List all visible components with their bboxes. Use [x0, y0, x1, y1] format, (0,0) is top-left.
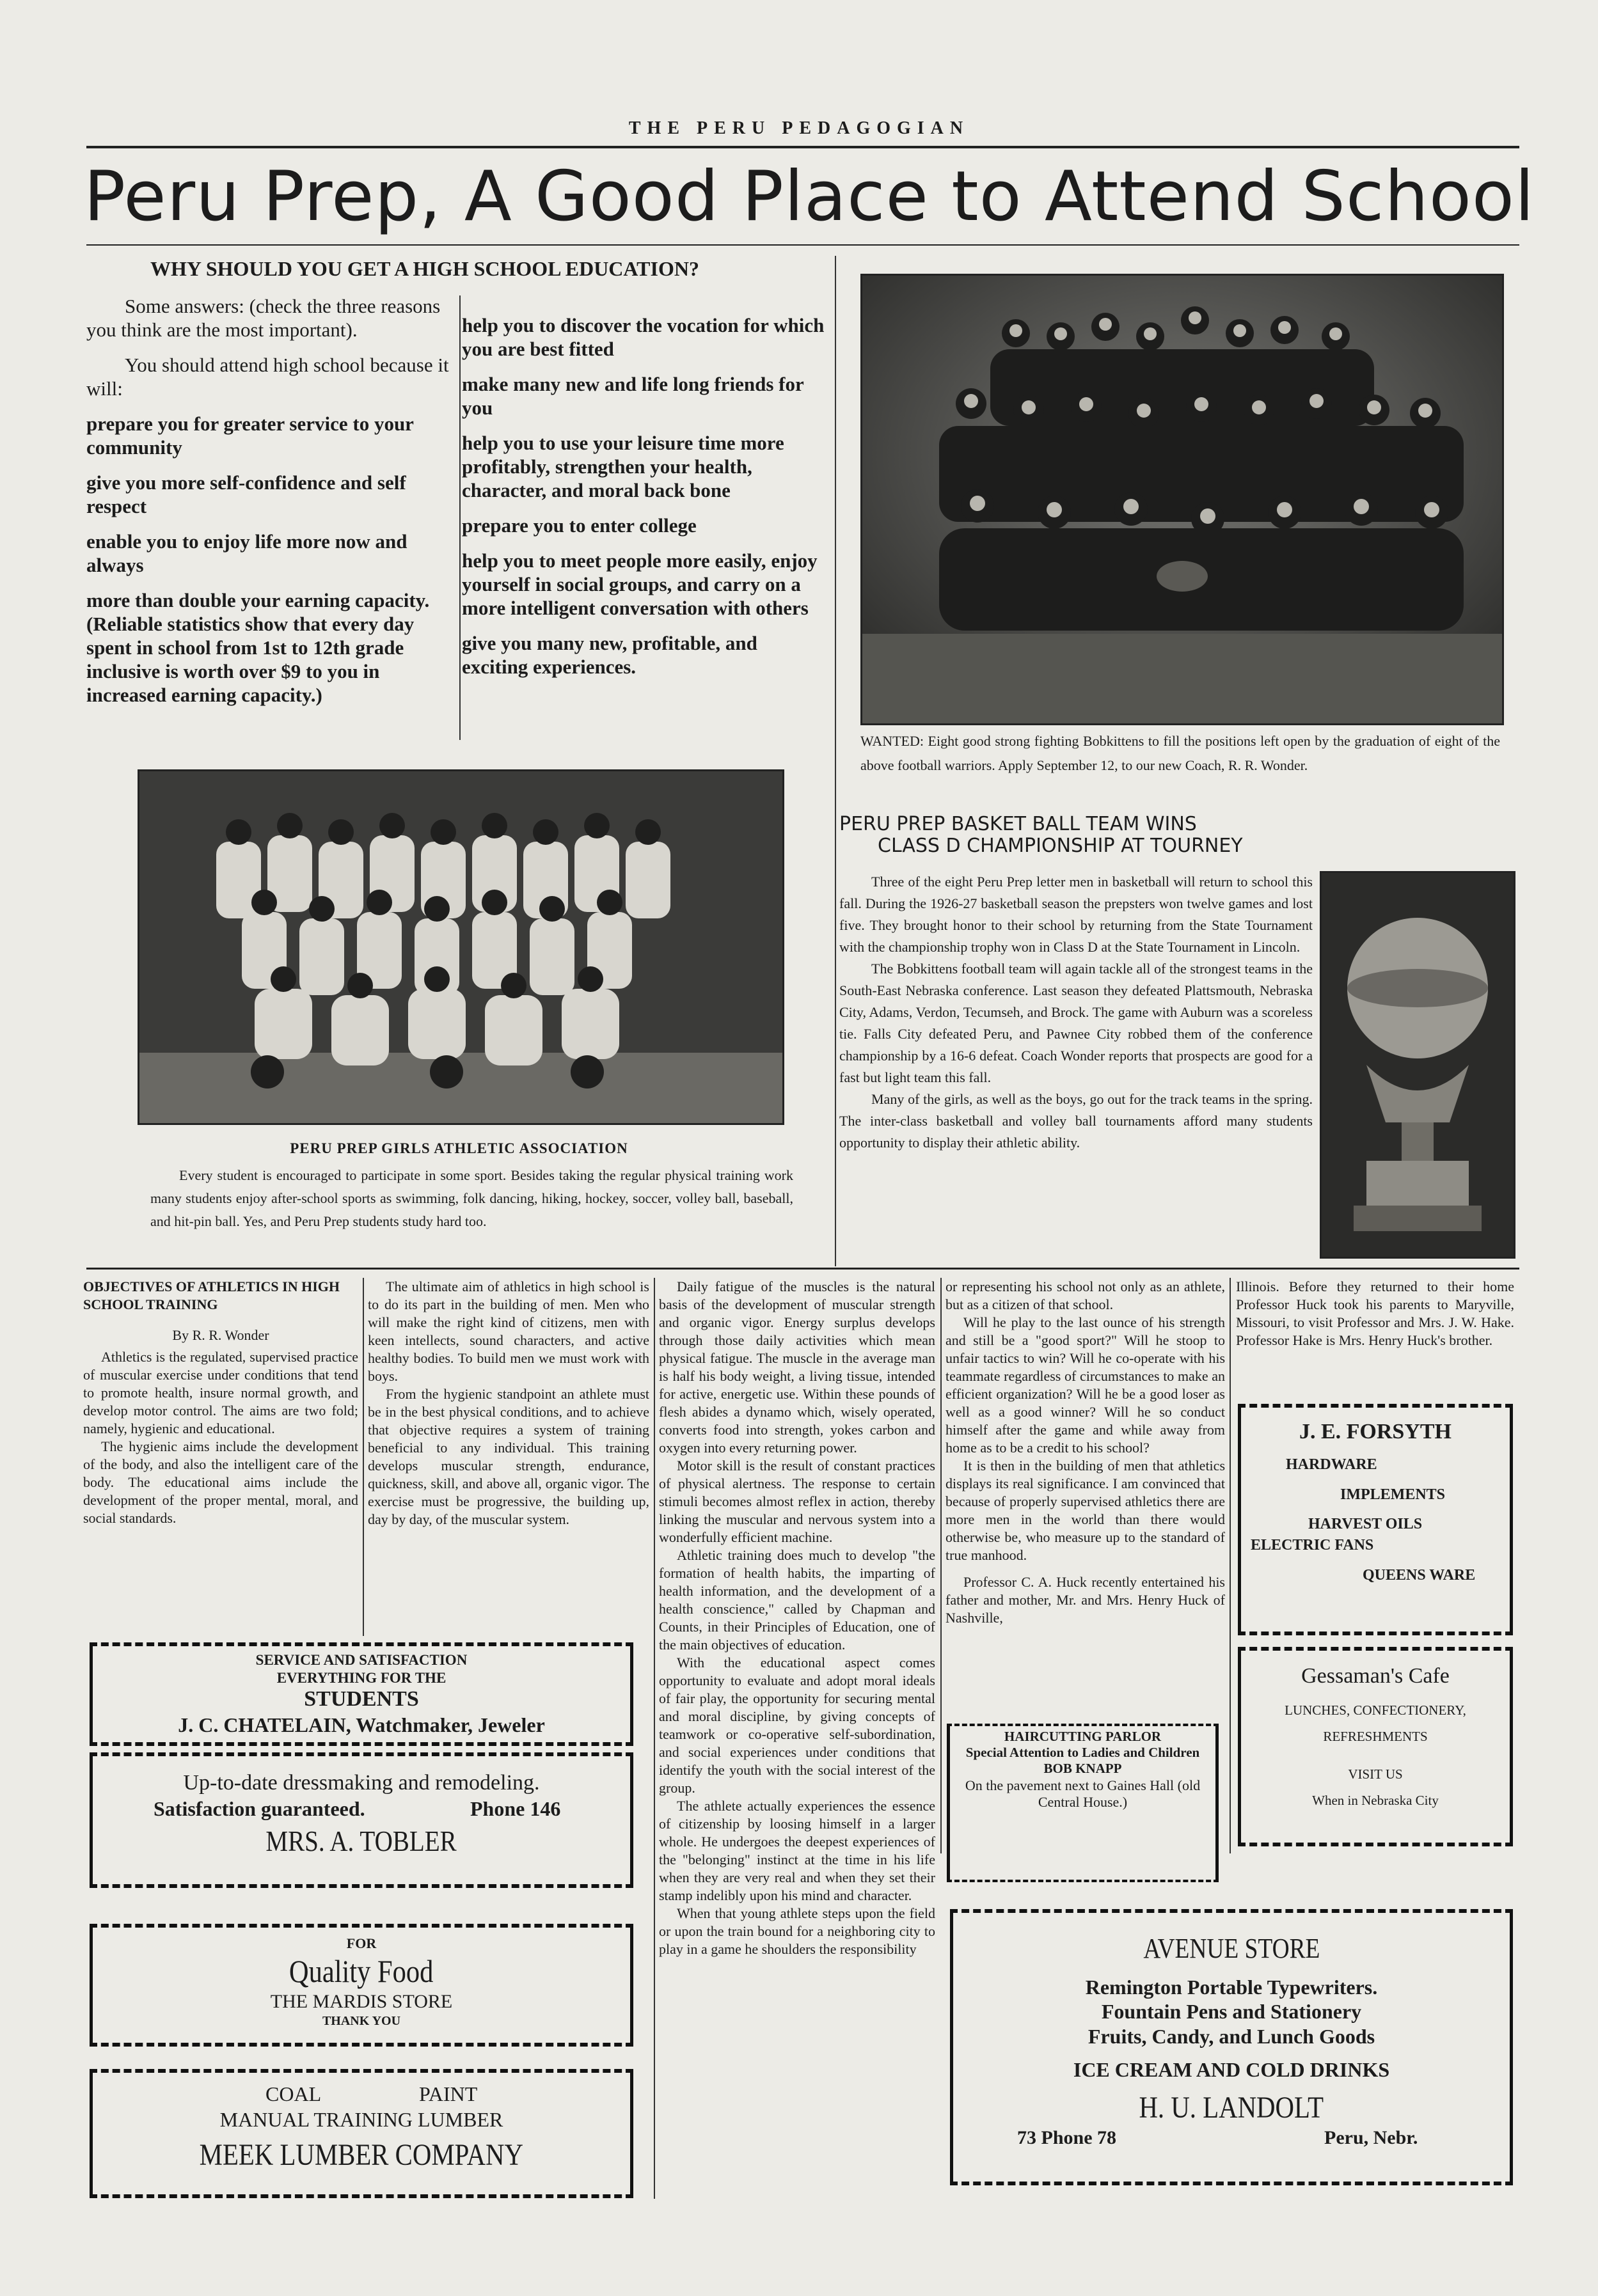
mardis-ad-line: THANK YOU — [322, 2014, 401, 2029]
trophy-photo — [1320, 871, 1515, 1259]
meek-ad — [90, 2069, 633, 2198]
forsyth-ad-line: HARDWARE — [1286, 1456, 1377, 1473]
huck-note-2: Illinois. Before they returned to their home Professor Huck took his parents to Maryville, Missouri, to visit Professor and Mrs. J. W. Hake. Professor Hake is Mrs. Henry Huck's brother. — [1236, 1278, 1514, 1348]
barber-ad-line: BOB KNAPP — [1043, 1761, 1122, 1777]
headline: Peru Prep, A Good Place to Attend School — [84, 157, 1535, 237]
huck-note-continued — [1236, 1278, 1514, 1349]
girls-association-illustration — [139, 771, 782, 1123]
main-column-divider — [835, 256, 836, 1266]
tobler-ad — [90, 1752, 633, 1888]
why-title: WHY SHOULD YOU GET A HIGH SCHOOL EDUCATION? — [150, 257, 699, 280]
objectives-column-3 — [659, 1278, 935, 1958]
avenue-store-ad — [950, 1909, 1513, 2185]
why-right-item: help you to discover the vocation for which you are best fitted — [462, 314, 825, 360]
football-caption: WANTED: Eight good strong fighting Bobkittens to fill the positions left open by the graduation of eight of the above football warriors. Apply September 12, to our new Coach, R. R. Wonder. — [860, 733, 1500, 773]
girls-title: PERU PREP GIRLS ATHLETIC ASSOCIATION — [290, 1140, 628, 1156]
forsyth-ad-name: J. E. FORSYTH — [1299, 1420, 1452, 1443]
why-divider — [459, 295, 461, 740]
why-left-column — [86, 294, 451, 718]
objectives-paragraph: Athletic training does much to develop "the formation of health habits, the imparting of health information, and the development of a health conscience," called by Chapman and Counts, in their Principles of Education, one of the main objectives of education. — [659, 1547, 935, 1653]
meek-ad-line: MANUAL TRAINING LUMBER — [219, 2108, 503, 2131]
objectives-paragraph: With the educational aspect comes opportunity to evaluate and adopt moral ideals of fair play, the opportunity for securing mental and moral discipline, by giving concepts of teamwork or co-operative self-subordination, and social experiences under conditions that identify the youth with the social interest of the group. — [659, 1655, 935, 1796]
tobler-ad-line: Up-to-date dressmaking and remodeling. — [183, 1771, 540, 1795]
forsyth-ad-line: IMPLEMENTS — [1340, 1486, 1446, 1503]
objectives-paragraph: It is then in the building of men that athletics displays its real significance. I am convinced that because of properly supervised athletics there are more men in the world than there would otherwise be, who measure up to the standard of true manhood. — [945, 1458, 1225, 1563]
objectives-paragraph: Will he play to the last ounce of his strength and still be a "good sport?" Will he stoop to unfair tactics to win? Will he co-operate with his teammate regardless of circumstances to make an efficient organization? Will he be a good loser as well as a good winner? Will he so conduct himself after the game and while away from home as to be a credit to his school? — [945, 1314, 1225, 1456]
basketball-title — [839, 814, 1325, 857]
girls-caption: Every student is encouraged to participate in some sport. Besides taking the regular physical training work many students enjoy after-school sports as swimming, folk dancing, hiking, hockey, soccer, volley ball, baseball, and hit-pin ball. Yes, and Peru Prep students study hard too. — [150, 1167, 793, 1229]
why-right-column — [462, 313, 827, 690]
why-lead: You should attend high school because it will: — [86, 354, 449, 400]
objectives-paragraph: From the hygienic standpoint an athlete must be in the best physical conditions, and to achieve that objective requires a system of training beneficial to any individual. This training develops muscular strength, endurance, quickness, skill, and above all, organic vigor. The exercise must be progressive, the building up, day by day, of the muscular system. — [368, 1386, 649, 1527]
objectives-column-1 — [83, 1278, 358, 1527]
football-team-photo — [860, 274, 1504, 725]
why-left-item: give you more self-confidence and self respect — [86, 471, 406, 517]
column-rule — [1230, 1278, 1231, 1853]
barber-ad-line: Special Attention to Ladies and Children — [965, 1745, 1200, 1761]
why-right-item: help you to use your leisure time more profitably, strengthen your health, character, and moral back bone — [462, 432, 784, 501]
chatelain-ad-line: STUDENTS — [304, 1687, 419, 1711]
chatelain-ad — [90, 1642, 633, 1746]
objectives-paragraph: or representing his school not only as an athlete, but as a citizen of that school. — [945, 1278, 1225, 1312]
basketball-title-line2: CLASS D CHAMPIONSHIP AT TOURNEY — [878, 835, 1243, 857]
meek-ad-line: PAINT — [419, 2082, 478, 2105]
gessaman-ad-line: LUNCHES, CONFECTIONERY, — [1285, 1702, 1466, 1718]
mardis-ad-line: THE MARDIS STORE — [270, 1991, 453, 2013]
objectives-byline: By R. R. Wonder — [172, 1327, 269, 1343]
forsyth-ad-line: QUEENS WARE — [1363, 1566, 1476, 1584]
huck-note: Professor C. A. Huck recently entertained his father and mother, Mr. and Mrs. Henry Huck of Nashville, — [945, 1574, 1225, 1626]
mardis-ad-line: FOR — [346, 1935, 377, 1951]
why-left-item: prepare you for greater service to your community — [86, 413, 414, 459]
meek-ad-row — [93, 2082, 630, 2107]
basketball-p3: Many of the girls, as well as the boys, go out for the track teams in the spring. The inter-class basketball and volley ball tournaments afford many students opportunity to display their athletic ability. — [839, 1091, 1313, 1151]
forsyth-ad-line: HARVEST OILS — [1308, 1516, 1423, 1533]
masthead: THE PERU PEDAGOGIAN — [628, 118, 970, 138]
barber-ad — [947, 1724, 1219, 1882]
barber-ad-line: HAIRCUTTING PARLOR — [1004, 1729, 1162, 1744]
gessaman-ad-name: Gessaman's Cafe — [1301, 1664, 1450, 1688]
chatelain-ad-line: SERVICE AND SATISFACTION — [255, 1652, 468, 1668]
trophy-illustration — [1322, 873, 1514, 1257]
basketball-p1: Three of the eight Peru Prep letter men in basketball will return to school this fall. During the 1926-27 basketball season the prepsters won twelve games and lost five. They brought honor to their school by returning from the State Tournament with the championship trophy won in Class D at the State Tournament in Lincoln. — [839, 874, 1313, 955]
avenue-ad-line: ICE CREAM AND COLD DRINKS — [1073, 2057, 1390, 2081]
why-left-item: more than double your earning capacity. (Reliable statistics show that every day spent in school from 1st to 12th grade inclusive is worth over $9 to you in increased earning capacity.) — [86, 589, 430, 706]
avenue-ad-row — [953, 2127, 1510, 2152]
chatelain-ad-line: J. C. CHATELAIN, Watchmaker, Jeweler — [178, 1713, 545, 1736]
avenue-ad-name: AVENUE STORE — [1143, 1933, 1320, 1964]
why-right-item: make many new and life long friends for you — [462, 373, 804, 419]
why-left-item: enable you to enjoy life more now and always — [86, 530, 407, 576]
gessaman-ad — [1238, 1647, 1513, 1846]
why-right-item: prepare you to enter college — [462, 514, 697, 537]
tobler-ad-name: MRS. A. TOBLER — [265, 1824, 457, 1857]
objectives-paragraph: Athletics is the regulated, supervised practice of muscular exercise under conditions that tend to promote health, insure normal growth, and develop motor control. The aims are two fold; namely, hygienic and educational. — [83, 1349, 358, 1436]
objectives-paragraph: Motor skill is the result of constant practices of physical alertness. The response to certain stimuli becomes almost reflex in action, thereby linking the muscular and nervous system into a wonderfully efficient machine. — [659, 1458, 935, 1545]
objectives-paragraph: When that young athlete steps upon the field or upon the train bound for a neighboring city to play in a game he shoulders the responsibility — [659, 1905, 935, 1957]
masthead-rule — [86, 146, 1519, 148]
objectives-column-4 — [945, 1278, 1225, 1627]
objectives-column-2 — [368, 1278, 649, 1529]
objectives-title: OBJECTIVES OF ATHLETICS IN HIGH SCHOOL TRAINING — [83, 1278, 340, 1312]
chatelain-ad-line: EVERYTHING FOR THE — [276, 1669, 447, 1686]
avenue-ad-line: Fruits, Candy, and Lunch Goods — [1088, 2024, 1375, 2048]
why-intro: Some answers: (check the three reasons you think are the most important). — [86, 295, 441, 341]
meek-ad-line: MEEK LUMBER COMPANY — [199, 2138, 524, 2173]
tobler-ad-row — [93, 1797, 630, 1823]
forsyth-ad-line: ELECTRIC FANS — [1251, 1537, 1374, 1554]
avenue-ad-location: Peru, Nebr. — [1324, 2127, 1418, 2148]
gessaman-ad-line: VISIT US — [1348, 1766, 1403, 1782]
meek-ad-line: COAL — [265, 2082, 322, 2105]
mardis-ad-line: Quality Food — [289, 1953, 434, 1990]
avenue-ad-phone: 73 Phone 78 — [1017, 2127, 1117, 2148]
headline-rule — [86, 244, 1519, 246]
basketball-article — [839, 871, 1313, 1154]
why-right-item: help you to meet people more easily, enjoy yourself in social groups, and carry on a more intelligent conversation with others — [462, 549, 818, 619]
forsyth-ad — [1238, 1404, 1513, 1635]
column-rule — [654, 1278, 655, 2199]
gessaman-ad-line: REFRESHMENTS — [1323, 1728, 1428, 1744]
tobler-ad-phone: Phone 146 — [470, 1797, 561, 1820]
objectives-paragraph: The athlete actually experiences the essence of citizenship by loosing himself in a larger whole. He undergoes the deepest experiences of the "belonging" instinct at the time in his life when they are very real and when they set their stamp indelibly upon his mind and character. — [659, 1798, 935, 1903]
barber-ad-line: On the pavement next to Gaines Hall (old Central House.) — [965, 1777, 1201, 1810]
why-right-item: give you many new, profitable, and exciting experiences. — [462, 632, 757, 678]
column-rule — [363, 1278, 364, 1636]
gessaman-ad-line: When in Nebraska City — [1312, 1793, 1439, 1809]
section-rule — [86, 1268, 1519, 1270]
basketball-title-line1: PERU PREP BASKET BALL TEAM WINS — [839, 813, 1197, 835]
objectives-paragraph: The ultimate aim of athletics in high school is to do its part in the building of men. Men who will make the right kind of citizens, men with keen intellects, sound characters, and active healthy bodies. To build men we must work with boys. — [368, 1278, 649, 1384]
objectives-paragraph: Daily fatigue of the muscles is the natural basis of the development of muscular strength and organic vigor. Energy surplus develops through those daily activities which mean physical fatigue. The muscle in the average man is half his body weight, a living tissue, intended for active, energetic use. Within these pounds of flesh abides a dynamo which, wisely operated, converts food into strength, yokes carbon and oxygen into every returning power. — [659, 1278, 935, 1456]
basketball-p2: The Bobkittens football team will again tackle all of the strongest teams in the South-East Nebraska conference. Last season they defeated Plattsmouth, Nebraska City, Adams, Verdon, Tecumseh, and Brock. The game with Auburn was a scoreless tie. Falls City defeated Peru, and Pawnee City robbed them of the conference championship by a 16-6 defeat. Coach Wonder reports that prospects are good for a fast but light team this fall. — [839, 961, 1313, 1085]
mardis-ad — [90, 1924, 633, 2047]
avenue-ad-line: Remington Portable Typewriters. — [1085, 1975, 1378, 1999]
tobler-ad-line: Satisfaction guaranteed. — [154, 1797, 365, 1820]
column-rule — [940, 1278, 942, 1853]
objectives-paragraph: The hygienic aims include the development of the body, and also the intelligent care of the body. The educational aims include the development of the proper mental, moral, and social standards. — [83, 1438, 358, 1526]
avenue-ad-line: H. U. LANDOLT — [1139, 2091, 1324, 2125]
avenue-ad-line: Fountain Pens and Stationery — [1101, 2000, 1362, 2024]
girls-association-photo — [138, 769, 784, 1125]
football-team-illustration — [862, 276, 1502, 723]
